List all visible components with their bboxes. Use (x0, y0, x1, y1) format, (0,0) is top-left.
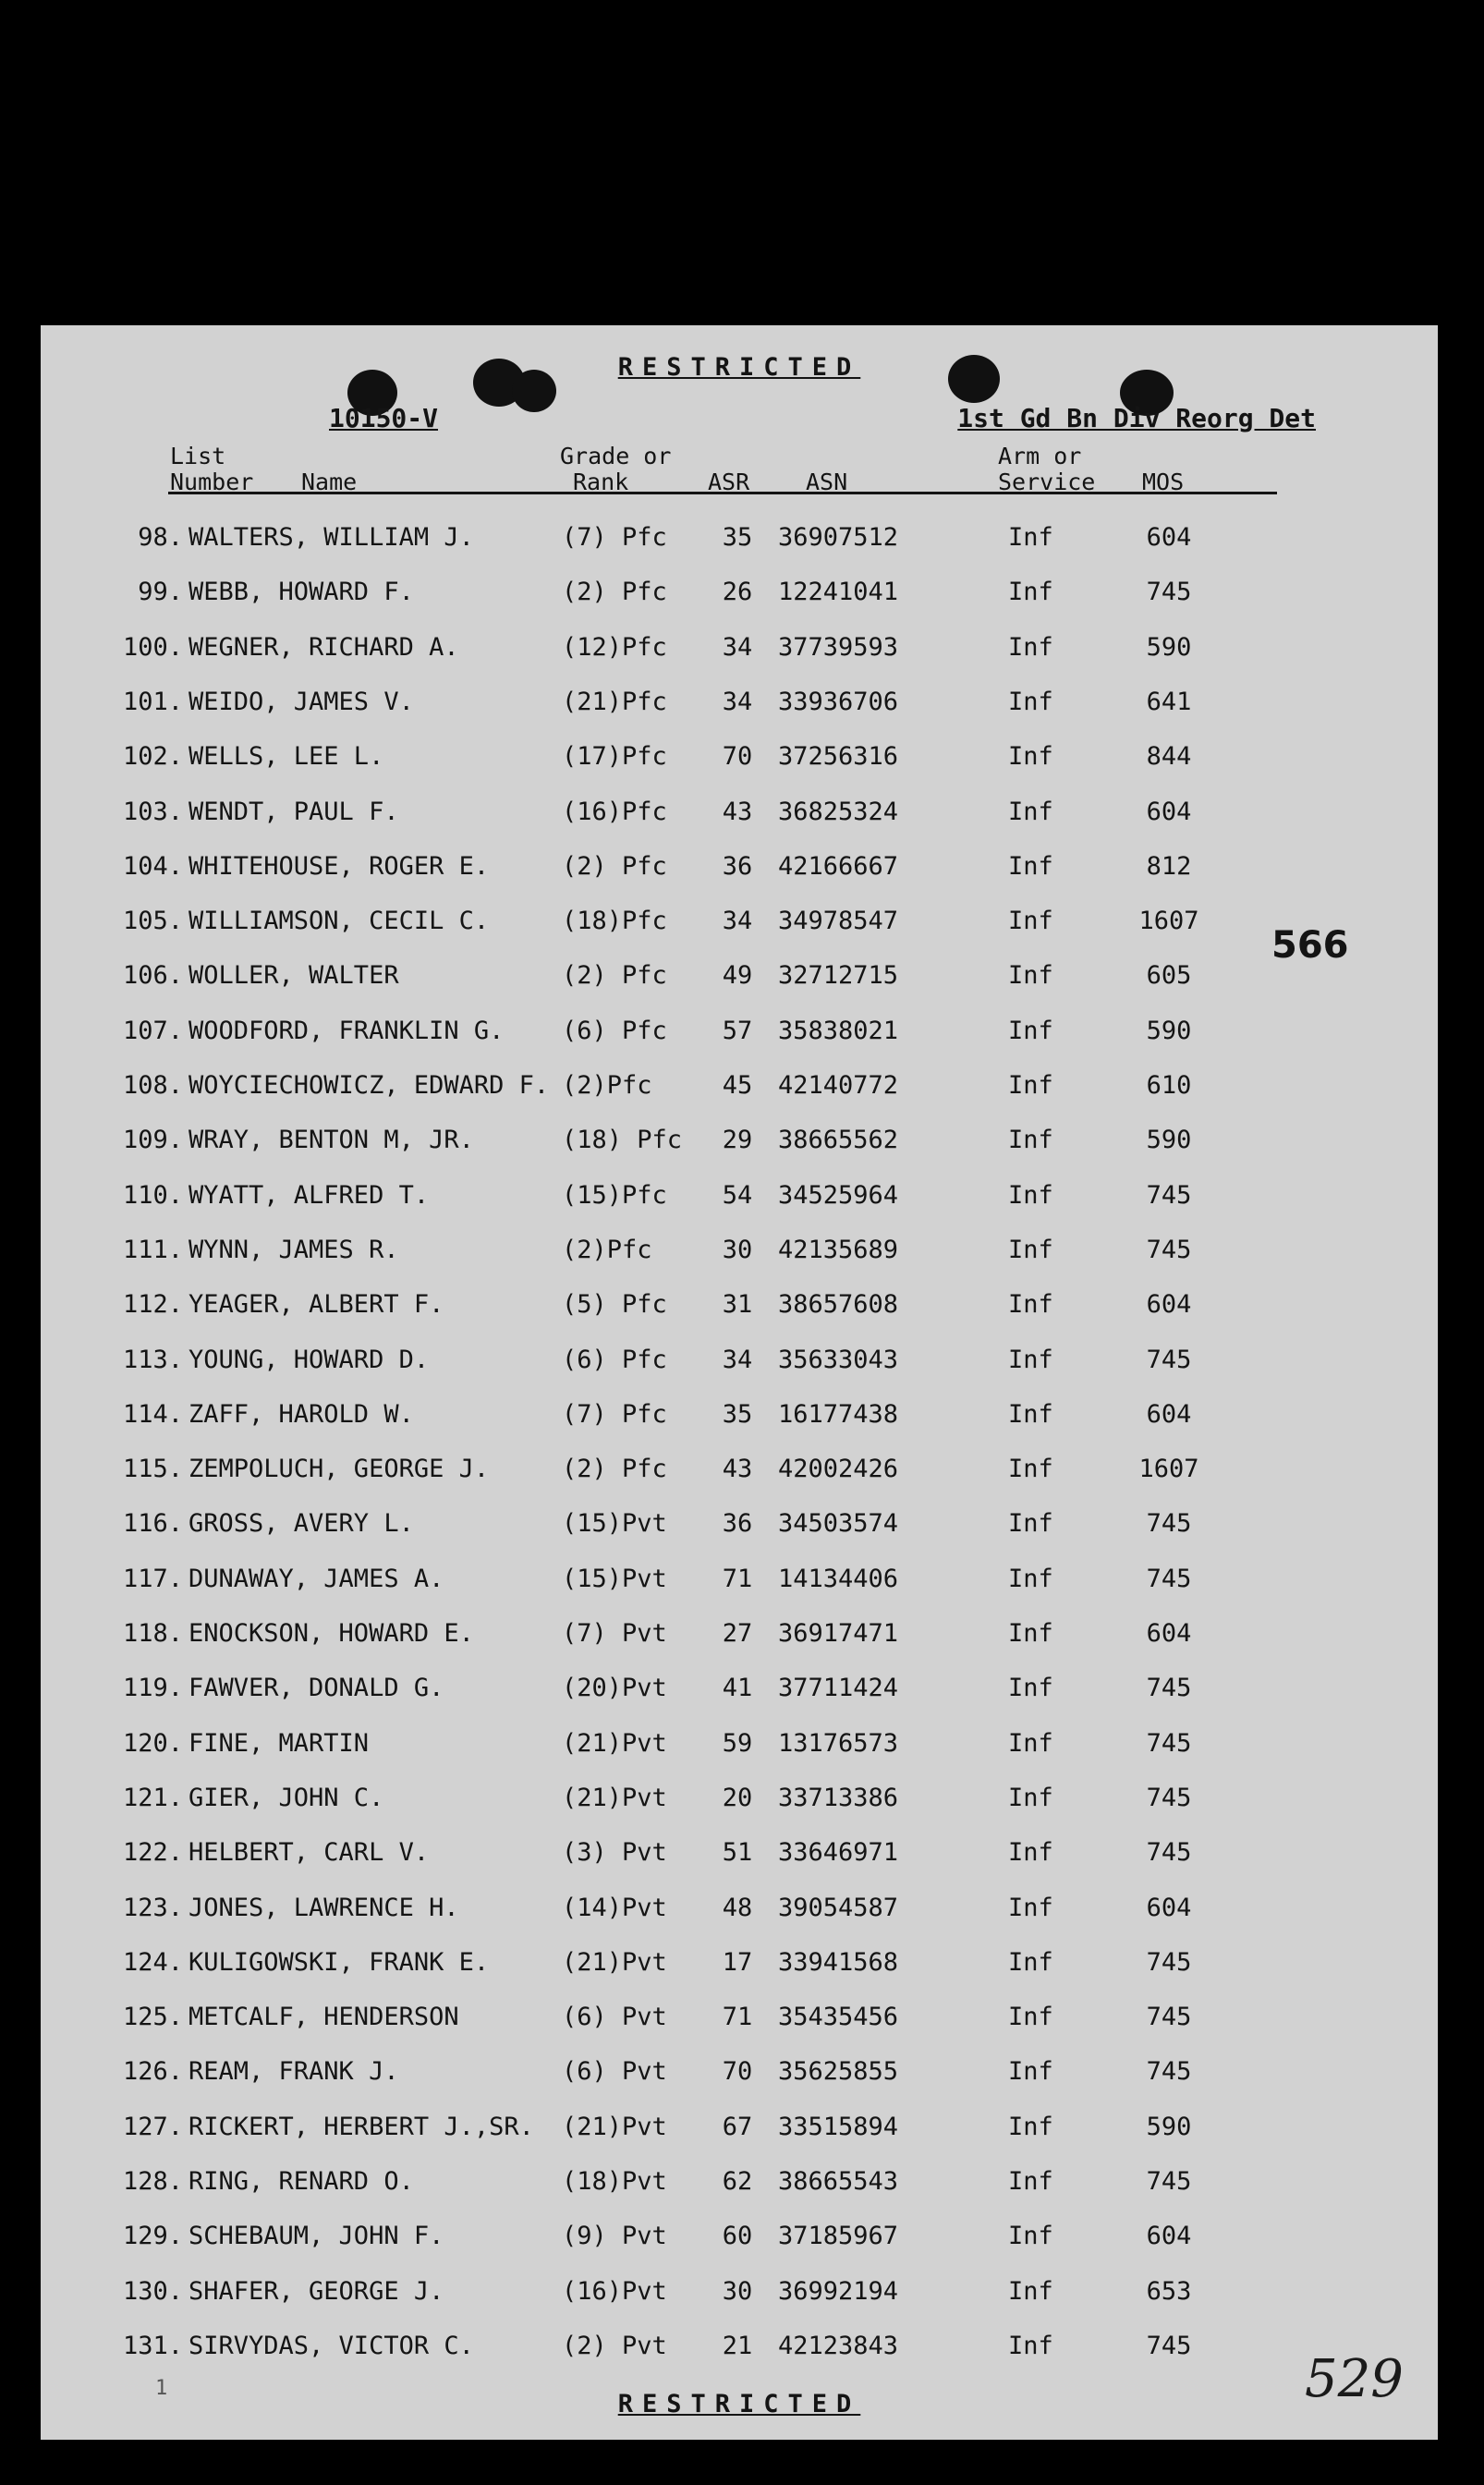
arm-service: Inf (1008, 2057, 1053, 2086)
column-header-asn: ASN (806, 469, 848, 495)
grade-rank: (15)Pvt (562, 1509, 667, 1538)
asr-score: 43 (722, 798, 753, 826)
list-number: 123. (122, 1894, 183, 1922)
list-number: 120. (122, 1729, 183, 1758)
asn-number: 42135689 (778, 1236, 899, 1264)
list-number: 112. (122, 1290, 183, 1319)
soldier-name: WEIDO, JAMES V. (189, 688, 414, 716)
table-row (41, 1894, 1438, 1931)
arm-service: Inf (1008, 1894, 1053, 1922)
asn-number: 34978547 (778, 907, 899, 935)
asn-number: 42166667 (778, 852, 899, 881)
asr-score: 70 (722, 2057, 753, 2086)
mos-code: 604 (1146, 1290, 1192, 1319)
mos-code: 604 (1146, 2222, 1192, 2250)
asr-score: 17 (722, 1948, 753, 1977)
arm-service: Inf (1008, 1181, 1053, 1210)
header-rule (168, 492, 1277, 494)
mos-code: 604 (1146, 523, 1192, 552)
arm-service: Inf (1008, 1619, 1053, 1648)
grade-rank: (2) Pfc (562, 578, 667, 606)
arm-service: Inf (1008, 1071, 1053, 1100)
arm-service: Inf (1008, 2222, 1053, 2250)
asn-number: 38665543 (778, 2167, 899, 2196)
soldier-name: WILLIAMSON, CECIL C. (189, 907, 490, 935)
table-row (41, 688, 1438, 725)
asn-number: 33936706 (778, 688, 899, 716)
grade-rank: (7) Pvt (562, 1619, 667, 1648)
arm-service: Inf (1008, 1565, 1053, 1593)
list-number: 108. (122, 1071, 183, 1100)
restricted-header: RESTRICTED (617, 353, 861, 382)
document-page (41, 325, 1438, 2440)
arm-service: Inf (1008, 2277, 1053, 2306)
unit-name: 1st Gd Bn Div Reorg Det (957, 403, 1316, 433)
soldier-name: HELBERT, CARL V. (189, 1838, 430, 1867)
asn-number: 36825324 (778, 798, 899, 826)
grade-rank: (2)Pfc (562, 1071, 652, 1100)
asr-score: 54 (722, 1181, 753, 1210)
arm-service: Inf (1008, 1126, 1053, 1154)
list-number: 100. (122, 633, 183, 662)
soldier-name: ZAFF, HAROLD W. (189, 1400, 414, 1429)
table-row (41, 1126, 1438, 1163)
arm-service: Inf (1008, 742, 1053, 771)
soldier-name: JONES, LAWRENCE H. (189, 1894, 459, 1922)
column-header-arm: Arm or Service (998, 443, 1096, 495)
mos-code: 604 (1146, 798, 1192, 826)
grade-rank: (15)Pfc (562, 1181, 667, 1210)
arm-service: Inf (1008, 1290, 1053, 1319)
table-row (41, 742, 1438, 779)
table-row (41, 2167, 1438, 2204)
asr-score: 67 (722, 2113, 753, 2141)
table-row (41, 1948, 1438, 1985)
list-number: 105. (122, 907, 183, 935)
column-header-grade: Grade or Rank (560, 443, 672, 495)
asn-number: 42140772 (778, 1071, 899, 1100)
soldier-name: GIER, JOHN C. (189, 1784, 384, 1812)
list-number: 122. (122, 1838, 183, 1867)
mos-code: 745 (1146, 2057, 1192, 2086)
arm-service: Inf (1008, 1509, 1053, 1538)
table-row (41, 2057, 1438, 2094)
list-number: 129. (122, 2222, 183, 2250)
arm-service: Inf (1008, 2003, 1053, 2031)
list-number: 128. (122, 2167, 183, 2196)
arm-service: Inf (1008, 633, 1053, 662)
mos-code: 604 (1146, 1894, 1192, 1922)
arm-service: Inf (1008, 2332, 1053, 2360)
grade-rank: (12)Pfc (562, 633, 667, 662)
arm-service: Inf (1008, 1674, 1053, 1702)
mos-code: 1607 (1138, 1455, 1199, 1483)
arm-service: Inf (1008, 907, 1053, 935)
grade-rank: (3) Pvt (562, 1838, 667, 1867)
soldier-name: WYNN, JAMES R. (189, 1236, 399, 1264)
grade-rank: (16)Pvt (562, 2277, 667, 2306)
list-number: 124. (122, 1948, 183, 1977)
restricted-footer: RESTRICTED (617, 2390, 861, 2418)
list-number: 117. (122, 1565, 183, 1593)
table-row (41, 907, 1438, 944)
arm-service: Inf (1008, 1729, 1053, 1758)
soldier-name: YEAGER, ALBERT F. (189, 1290, 444, 1319)
grade-rank: (20)Pvt (562, 1674, 667, 1702)
column-header-mos: MOS (1142, 469, 1185, 495)
table-row (41, 852, 1438, 889)
asr-score: 57 (722, 1017, 753, 1045)
table-row (41, 1674, 1438, 1711)
grade-rank: (16)Pfc (562, 798, 667, 826)
asn-number: 42123843 (778, 2332, 899, 2360)
table-row (41, 1509, 1438, 1546)
mos-code: 745 (1146, 1346, 1192, 1374)
grade-rank: (21)Pvt (562, 1948, 667, 1977)
soldier-name: WOODFORD, FRANKLIN G. (189, 1017, 505, 1045)
list-number: 106. (122, 961, 183, 990)
list-number: 103. (122, 798, 183, 826)
grade-rank: (6) Pvt (562, 2003, 667, 2031)
list-number: 130. (122, 2277, 183, 2306)
asn-number: 12241041 (778, 578, 899, 606)
table-row (41, 578, 1438, 615)
table-row (41, 633, 1438, 670)
list-number: 111. (122, 1236, 183, 1264)
table-row (41, 961, 1438, 998)
mos-code: 745 (1146, 1948, 1192, 1977)
arm-service: Inf (1008, 1838, 1053, 1867)
asr-score: 59 (722, 1729, 753, 1758)
table-row (41, 2222, 1438, 2259)
column-header-asr: ASR (708, 469, 750, 495)
grade-rank: (2) Pfc (562, 852, 667, 881)
table-row (41, 1017, 1438, 1054)
table-row (41, 1346, 1438, 1383)
table-row (41, 798, 1438, 834)
asn-number: 38657608 (778, 1290, 899, 1319)
table-row (41, 1236, 1438, 1273)
table-row (41, 2003, 1438, 2040)
mos-code: 745 (1146, 1236, 1192, 1264)
asr-score: 36 (722, 852, 753, 881)
asn-number: 35625855 (778, 2057, 899, 2086)
asn-number: 42002426 (778, 1455, 899, 1483)
table-row (41, 1565, 1438, 1602)
asr-score: 26 (722, 578, 753, 606)
soldier-name: GROSS, AVERY L. (189, 1509, 414, 1538)
grade-rank: (6) Pfc (562, 1017, 667, 1045)
asr-score: 35 (722, 523, 753, 552)
soldier-name: WRAY, BENTON M, JR. (189, 1126, 474, 1154)
page-number: 529 (1305, 2349, 1404, 2409)
mos-code: 745 (1146, 1509, 1192, 1538)
footer-mark: 1 (155, 2377, 168, 2400)
soldier-name: WYATT, ALFRED T. (189, 1181, 430, 1210)
asn-number: 37739593 (778, 633, 899, 662)
mos-code: 745 (1146, 578, 1192, 606)
asn-number: 39054587 (778, 1894, 899, 1922)
grade-rank: (7) Pfc (562, 1400, 667, 1429)
arm-service: Inf (1008, 1784, 1053, 1812)
table-row (41, 1181, 1438, 1218)
asr-score: 70 (722, 742, 753, 771)
list-number: 101. (122, 688, 183, 716)
asr-score: 51 (722, 1838, 753, 1867)
asr-score: 71 (722, 1565, 753, 1593)
soldier-name: SHAFER, GEORGE J. (189, 2277, 444, 2306)
table-row (41, 1784, 1438, 1821)
list-number: 114. (122, 1400, 183, 1429)
soldier-name: ZEMPOLUCH, GEORGE J. (189, 1455, 490, 1483)
soldier-name: WEGNER, RICHARD A. (189, 633, 459, 662)
asn-number: 34525964 (778, 1181, 899, 1210)
soldier-name: WOLLER, WALTER (189, 961, 399, 990)
mos-code: 641 (1146, 688, 1192, 716)
grade-rank: (18) Pfc (562, 1126, 683, 1154)
asr-score: 34 (722, 633, 753, 662)
asr-score: 34 (722, 907, 753, 935)
table-row (41, 1455, 1438, 1492)
mos-code: 844 (1146, 742, 1192, 771)
asn-number: 35838021 (778, 1017, 899, 1045)
asn-number: 36992194 (778, 2277, 899, 2306)
column-header-list: List Number (170, 443, 254, 495)
asn-number: 36917471 (778, 1619, 899, 1648)
asn-number: 35435456 (778, 2003, 899, 2031)
table-row (41, 2277, 1438, 2314)
list-number: 126. (122, 2057, 183, 2086)
arm-service: Inf (1008, 1017, 1053, 1045)
grade-rank: (18)Pfc (562, 907, 667, 935)
asr-score: 30 (722, 2277, 753, 2306)
soldier-name: RICKERT, HERBERT J.,SR. (189, 2113, 534, 2141)
mos-code: 745 (1146, 1784, 1192, 1812)
arm-service: Inf (1008, 2113, 1053, 2141)
mos-code: 590 (1146, 633, 1192, 662)
grade-rank: (2) Pvt (562, 2332, 667, 2360)
soldier-name: WENDT, PAUL F. (189, 798, 399, 826)
mos-code: 745 (1146, 1729, 1192, 1758)
asn-number: 33515894 (778, 2113, 899, 2141)
asn-number: 33646971 (778, 1838, 899, 1867)
asn-number: 33713386 (778, 1784, 899, 1812)
arm-service: Inf (1008, 1346, 1053, 1374)
asn-number: 13176573 (778, 1729, 899, 1758)
list-number: 104. (122, 852, 183, 881)
list-number: 110. (122, 1181, 183, 1210)
asr-score: 30 (722, 1236, 753, 1264)
asr-score: 41 (722, 1674, 753, 1702)
mos-code: 745 (1146, 1181, 1192, 1210)
asr-score: 62 (722, 2167, 753, 2196)
grade-rank: (7) Pfc (562, 523, 667, 552)
table-row (41, 1400, 1438, 1437)
mos-code: 604 (1146, 1619, 1192, 1648)
mos-code: 653 (1146, 2277, 1192, 2306)
grade-rank: (21)Pvt (562, 1784, 667, 1812)
arm-service: Inf (1008, 852, 1053, 881)
list-number: 107. (122, 1017, 183, 1045)
list-number: 99. (138, 578, 183, 606)
mos-code: 605 (1146, 961, 1192, 990)
mos-code: 610 (1146, 1071, 1192, 1100)
table-row (41, 523, 1438, 560)
asn-number: 14134406 (778, 1565, 899, 1593)
asr-score: 45 (722, 1071, 753, 1100)
soldier-name: YOUNG, HOWARD D. (189, 1346, 430, 1374)
list-number: 113. (122, 1346, 183, 1374)
soldier-name: RING, RENARD O. (189, 2167, 414, 2196)
list-number: 98. (138, 523, 183, 552)
grade-rank: (9) Pvt (562, 2222, 667, 2250)
asr-score: 31 (722, 1290, 753, 1319)
mos-code: 590 (1146, 1126, 1192, 1154)
soldier-name: WHITEHOUSE, ROGER E. (189, 852, 490, 881)
mos-code: 745 (1146, 1838, 1192, 1867)
list-number: 125. (122, 2003, 183, 2031)
grade-rank: (15)Pvt (562, 1565, 667, 1593)
soldier-name: WALTERS, WILLIAM J. (189, 523, 474, 552)
arm-service: Inf (1008, 1236, 1053, 1264)
soldier-name: FINE, MARTIN (189, 1729, 370, 1758)
arm-service: Inf (1008, 578, 1053, 606)
asn-number: 37185967 (778, 2222, 899, 2250)
arm-service: Inf (1008, 688, 1053, 716)
list-number: 131. (122, 2332, 183, 2360)
grade-rank: (2) Pfc (562, 1455, 667, 1483)
asr-score: 34 (722, 688, 753, 716)
soldier-name: KULIGOWSKI, FRANK E. (189, 1948, 490, 1977)
asr-score: 49 (722, 961, 753, 990)
asn-number: 38665562 (778, 1126, 899, 1154)
mos-code: 745 (1146, 1674, 1192, 1702)
soldier-name: WELLS, LEE L. (189, 742, 384, 771)
asn-number: 16177438 (778, 1400, 899, 1429)
mos-code: 812 (1146, 852, 1192, 881)
list-number: 116. (122, 1509, 183, 1538)
arm-service: Inf (1008, 961, 1053, 990)
arm-service: Inf (1008, 1400, 1053, 1429)
arm-service: Inf (1008, 2167, 1053, 2196)
asr-score: 20 (722, 1784, 753, 1812)
soldier-name: SIRVYDAS, VICTOR C. (189, 2332, 474, 2360)
grade-rank: (6) Pfc (562, 1346, 667, 1374)
table-row (41, 1071, 1438, 1108)
asr-score: 29 (722, 1126, 753, 1154)
arm-service: Inf (1008, 1455, 1053, 1483)
list-number: 109. (122, 1126, 183, 1154)
grade-rank: (21)Pvt (562, 1729, 667, 1758)
asr-score: 43 (722, 1455, 753, 1483)
mos-code: 604 (1146, 1400, 1192, 1429)
asn-number: 37711424 (778, 1674, 899, 1702)
grade-rank: (18)Pvt (562, 2167, 667, 2196)
asn-number: 35633043 (778, 1346, 899, 1374)
soldier-name: ENOCKSON, HOWARD E. (189, 1619, 474, 1648)
mos-code: 590 (1146, 2113, 1192, 2141)
soldier-name: DUNAWAY, JAMES A. (189, 1565, 444, 1593)
soldier-name: METCALF, HENDERSON (189, 2003, 459, 2031)
grade-rank: (21)Pfc (562, 688, 667, 716)
mos-code: 745 (1146, 2167, 1192, 2196)
asr-score: 34 (722, 1346, 753, 1374)
list-number: 102. (122, 742, 183, 771)
grade-rank: (2)Pfc (562, 1236, 652, 1264)
asr-score: 36 (722, 1509, 753, 1538)
asr-score: 27 (722, 1619, 753, 1648)
asr-score: 60 (722, 2222, 753, 2250)
soldier-name: FAWVER, DONALD G. (189, 1674, 444, 1702)
grade-rank: (5) Pfc (562, 1290, 667, 1319)
side-number: 566 (1271, 924, 1349, 967)
asr-score: 48 (722, 1894, 753, 1922)
grade-rank: (21)Pvt (562, 2113, 667, 2141)
mos-code: 1607 (1138, 907, 1199, 935)
list-number: 115. (122, 1455, 183, 1483)
mos-code: 745 (1146, 2003, 1192, 2031)
asr-score: 71 (722, 2003, 753, 2031)
soldier-name: WOYCIECHOWICZ, EDWARD F. (189, 1071, 550, 1100)
asn-number: 34503574 (778, 1509, 899, 1538)
grade-rank: (2) Pfc (562, 961, 667, 990)
table-row (41, 2332, 1438, 2369)
table-row (41, 2113, 1438, 2150)
arm-service: Inf (1008, 523, 1053, 552)
mos-code: 745 (1146, 1565, 1192, 1593)
table-row (41, 1290, 1438, 1327)
asn-number: 36907512 (778, 523, 899, 552)
column-header-name: Name (301, 469, 358, 495)
asn-number: 33941568 (778, 1948, 899, 1977)
soldier-name: REAM, FRANK J. (189, 2057, 399, 2086)
table-row (41, 1838, 1438, 1875)
mos-code: 590 (1146, 1017, 1192, 1045)
asr-score: 35 (722, 1400, 753, 1429)
mos-code: 745 (1146, 2332, 1192, 2360)
form-reference: 10150-V (329, 403, 439, 433)
grade-rank: (6) Pvt (562, 2057, 667, 2086)
arm-service: Inf (1008, 798, 1053, 826)
grade-rank: (17)Pfc (562, 742, 667, 771)
asr-score: 21 (722, 2332, 753, 2360)
list-number: 118. (122, 1619, 183, 1648)
table-row (41, 1729, 1438, 1766)
soldier-name: SCHEBAUM, JOHN F. (189, 2222, 444, 2250)
list-number: 127. (122, 2113, 183, 2141)
soldier-name: WEBB, HOWARD F. (189, 578, 414, 606)
list-number: 121. (122, 1784, 183, 1812)
table-row (41, 1619, 1438, 1656)
asn-number: 32712715 (778, 961, 899, 990)
asn-number: 37256316 (778, 742, 899, 771)
grade-rank: (14)Pvt (562, 1894, 667, 1922)
arm-service: Inf (1008, 1948, 1053, 1977)
list-number: 119. (122, 1674, 183, 1702)
